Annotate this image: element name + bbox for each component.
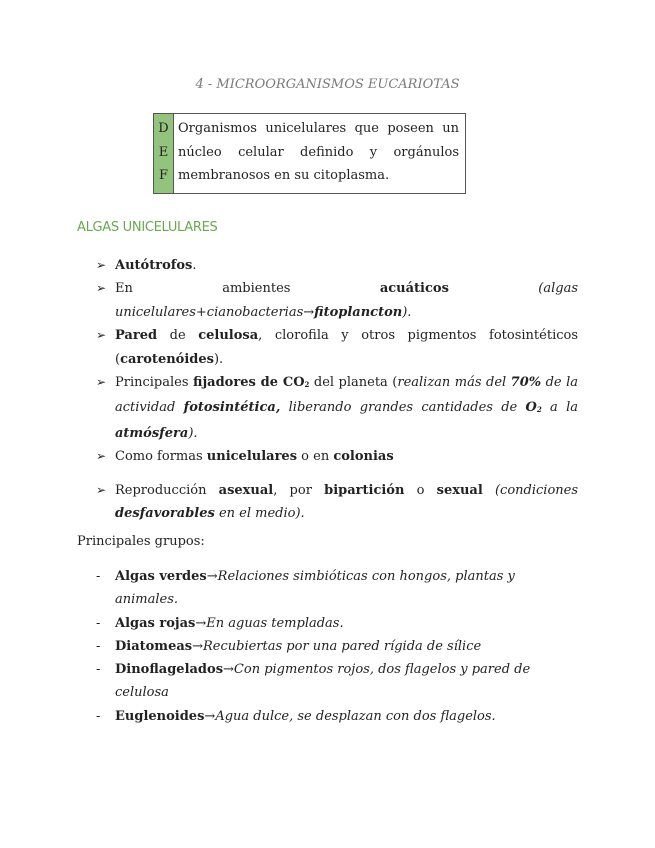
group-item-diatomeas: - Diatomeas→Recubiertas por una pared rígida de sílice bbox=[96, 635, 566, 658]
bullet-arrow-icon: ➢ bbox=[96, 482, 107, 497]
bullet-item-autotrofos: ➢ Autótrofos. bbox=[96, 254, 578, 277]
bullet-item-pared-celulosa: ➢ Pared de celulosa, clorofila y otros pigmentos fotosintéticos (carotenóides). bbox=[96, 324, 578, 371]
bullet-item-reproduccion: ➢ Reproducción asexual, por bipartición o sexual (condiciones desfavorables en el medio). bbox=[96, 479, 578, 526]
group-item-algas-rojas: - Algas rojas→En aguas templadas. bbox=[96, 612, 566, 635]
group-item-euglenoides: - Euglenoides→Agua dulce, se desplazan con dos flagelos. bbox=[96, 705, 566, 728]
dash-marker: - bbox=[96, 708, 101, 724]
dash-marker: - bbox=[96, 662, 101, 678]
definition-box bbox=[153, 113, 466, 194]
bullet-arrow-icon: ➢ bbox=[96, 375, 107, 390]
bullet-item-fijadores-co2: ➢ Principales fijadores de $CO_2$ del planeta (realizan más del 70% de la actividad fotosintética, liberando grandes cantidades de $O_2$ a la atmósfera). bbox=[96, 371, 578, 445]
bullet-arrow-icon: ➢ bbox=[96, 449, 107, 464]
bullet-arrow-icon: ➢ bbox=[96, 281, 107, 296]
bullet-arrow-icon: ➢ bbox=[96, 328, 107, 343]
definition-letter-e: E bbox=[158, 144, 169, 160]
definition-letter-f: F bbox=[158, 168, 169, 183]
bullet-item-acuaticos: ➢ En ambientes acuáticos (algas unicelulares+cianobacterias→fitoplancton). bbox=[96, 277, 578, 324]
bullet-list bbox=[96, 254, 578, 525]
groups-list bbox=[96, 565, 566, 728]
section-heading: ALGAS UNICELULARES bbox=[77, 220, 218, 235]
definition-text: Organismos unicelulares que poseen un núcleo celular definido y orgánulos membranosos en su citoplasma. bbox=[178, 121, 459, 183]
groups-intro: Principales grupos: bbox=[77, 534, 205, 549]
definition-label-column bbox=[154, 114, 174, 193]
dash-marker: - bbox=[96, 569, 101, 584]
definition-letter-d: D bbox=[158, 121, 169, 136]
bullet-arrow-icon: ➢ bbox=[96, 258, 107, 272]
dash-marker: - bbox=[96, 615, 101, 631]
group-item-dinoflagelados: - Dinoflagelados→Con pigmentos rojos, dos flagelos y pared de celulosa bbox=[96, 658, 566, 705]
page-title: 4 - MICROORGANISMOS EUCARIOTAS bbox=[195, 77, 460, 92]
group-item-algas-verdes: - Algas verdes→Relaciones simbióticas con hongos, plantas y animales. bbox=[96, 565, 566, 612]
bullet-item-formas: ➢ Como formas unicelulares o en colonias bbox=[96, 445, 578, 468]
dash-marker: - bbox=[96, 638, 101, 654]
